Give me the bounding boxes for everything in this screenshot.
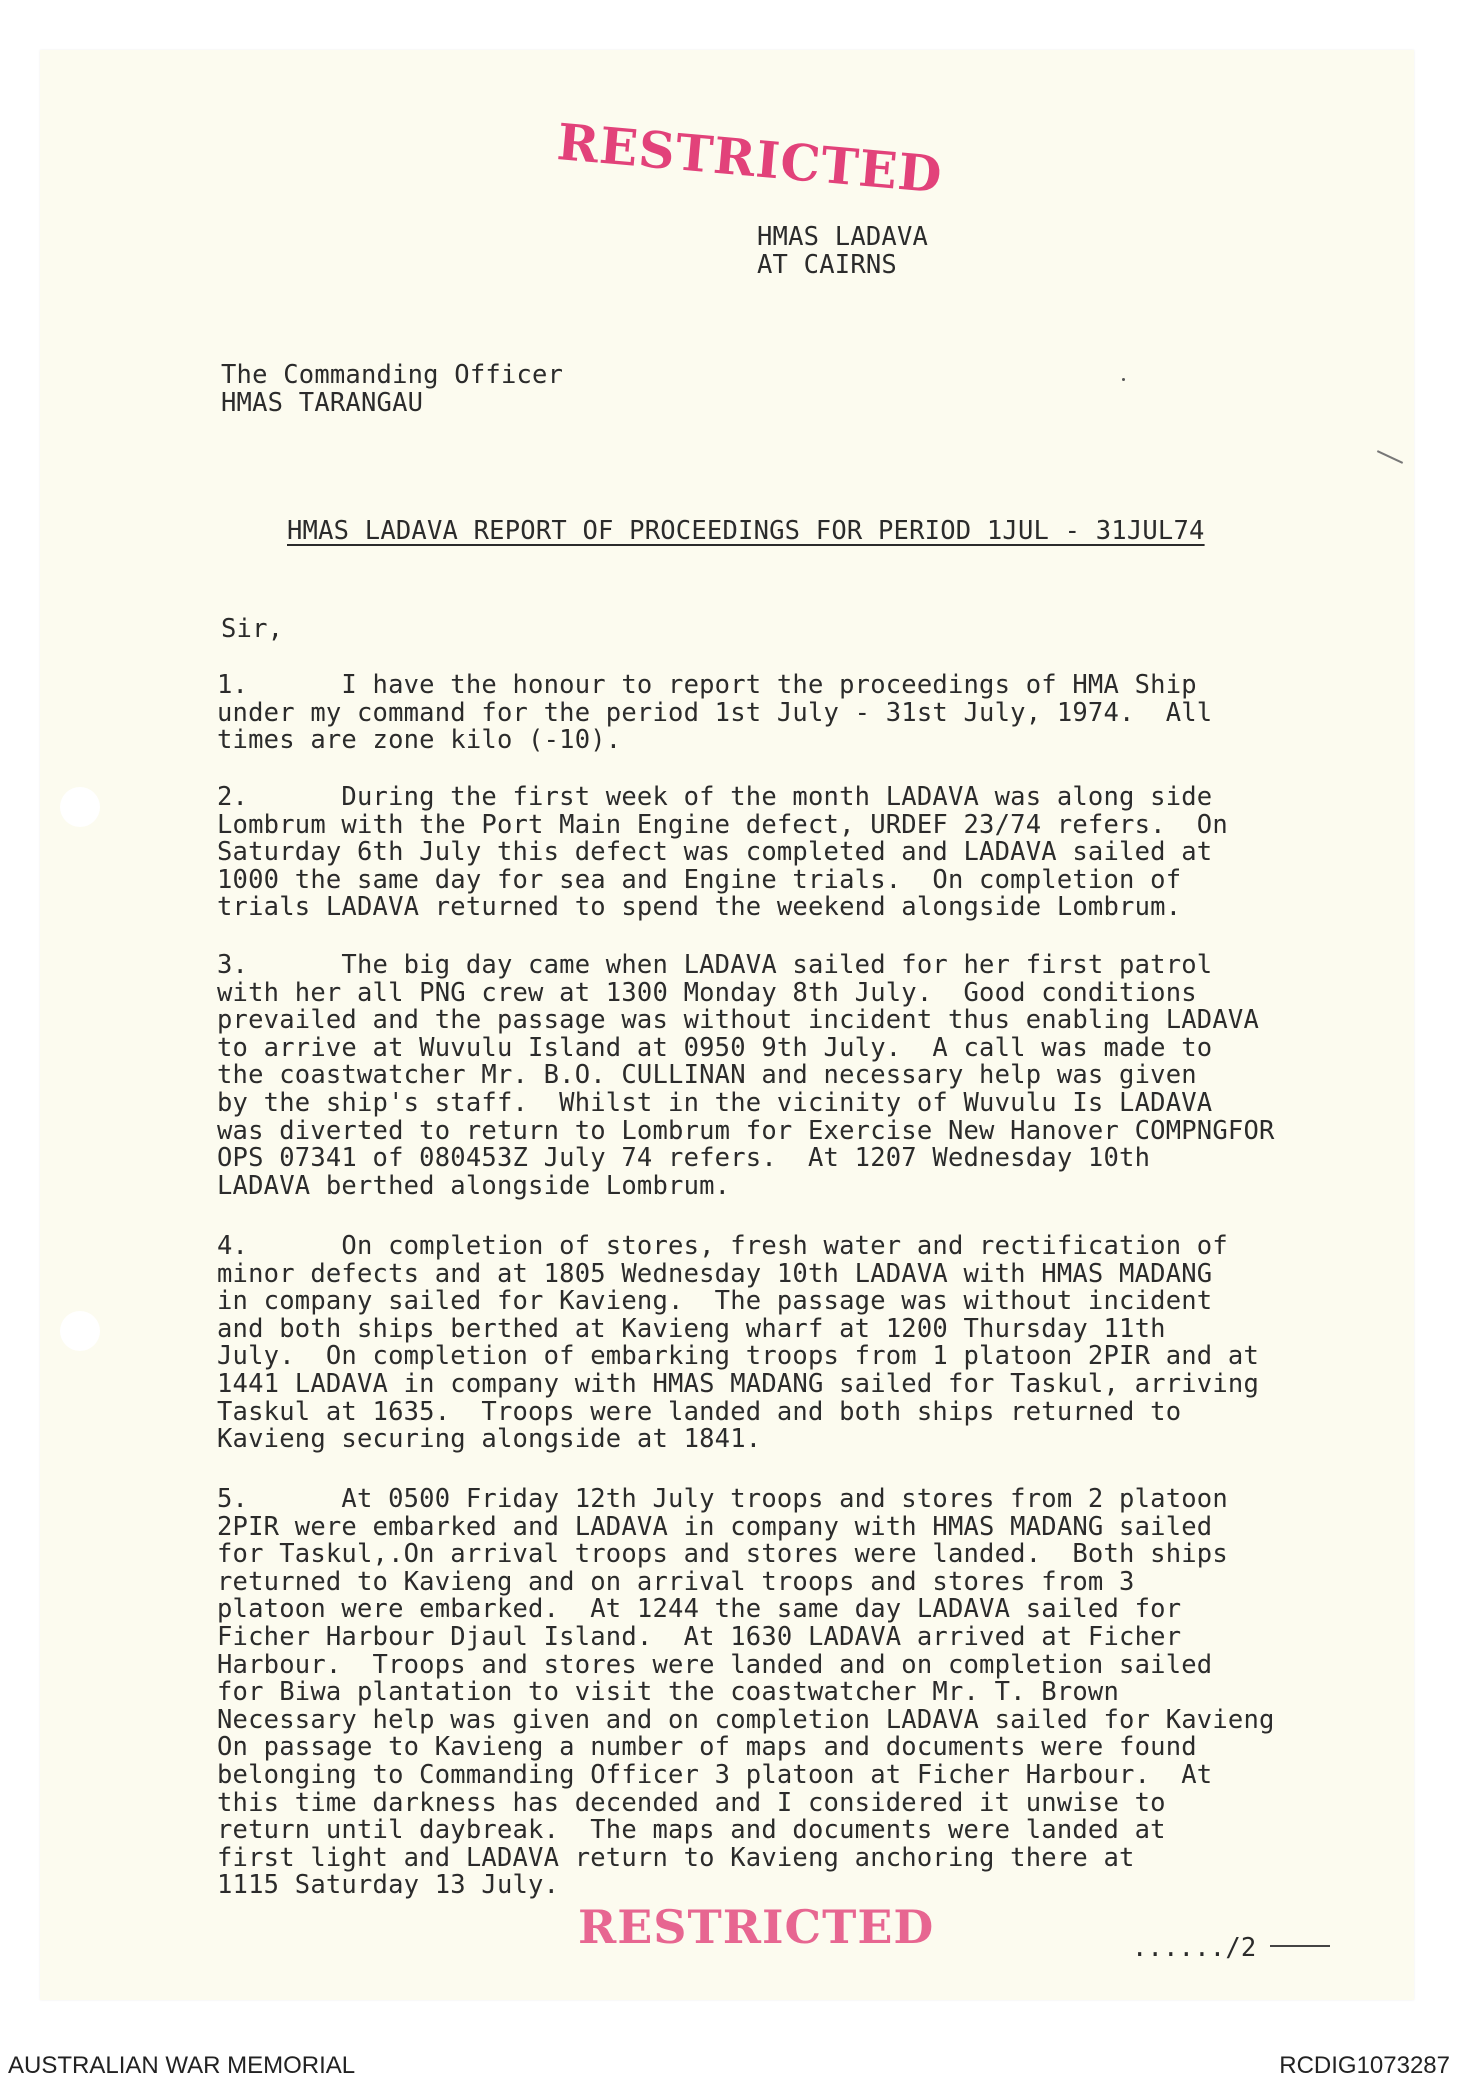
restricted-stamp-top: RESTRICTED — [554, 112, 945, 205]
sender-line-2: AT CAIRNS — [757, 249, 897, 280]
paragraph-5: 5. At 0500 Friday 12th July troops and stores from 2 platoon 2PIR were embarked and LADAVA in company with HMAS MADANG sailed for Taskul,.On arrival troops and stores were landed. Both ships returned to Kavieng and on arrival troops and stores from 3 platoon were embarked. At 1244 the same day LADAVA sailed for Ficher Harbour Djaul Island. At 1630 LADAVA arrived at Ficher Harbour. Troops and stores were landed and on completion sailed for Biwa plantation to visit the coastwatcher Mr. T. Brown Necessary help was given and on completion LADAVA sailed for Kavieng On passage to Kavieng a number of maps and documents were found belonging to Commanding Officer 3 platoon at Ficher Harbour. At this time darkness has decended and I considered it unwise to return until daybreak. The maps and documents were landed at first light and LADAVA return to Kavieng anchoring there at 1115 Saturday 13 July. — [217, 1484, 1275, 1901]
report-title: HMAS LADAVA REPORT OF PROCEEDINGS FOR PERIOD 1JUL - 31JUL74 — [287, 516, 1205, 546]
paragraph-3: 3. The big day came when LADAVA sailed for her first patrol with her all PNG crew at 1300 Monday 8th July. Good conditions prevailed and the passage was without incident thus enabling LADAVA to arrive at Wuvulu Island at 0950 9th July. A call was made to the coastwatcher Mr. B.O. CULLINAN and necessary help was given by the ship's staff. Whilst in the vicinity of Wuvulu Is LADAVA was diverted to return to Lombrum for Exercise New Hanover COMPNGFOR OPS 07341 of 080453Z July 74 refers. At 1207 Wednesday 10th LADAVA berthed alongside Lombrum. — [217, 950, 1275, 1201]
paragraph-2: 2. During the first week of the month LADAVA was along side Lombrum with the Port Main Engine defect, URDEF 23/74 refers. On Saturday 6th July this defect was completed and LADAVA sailed at 1000 the same day for sea and Engine trials. On completion of trials LADAVA returned to spend the weekend alongside Lombrum. — [217, 782, 1228, 923]
punch-hole-top — [60, 787, 100, 827]
sender-line-1: HMAS LADAVA — [757, 222, 929, 252]
page-continuation-marker: ....../2 — [1132, 1933, 1257, 1963]
paragraph-4: 4. On completion of stores, fresh water and rectification of minor defects and at 1805 Wednesday 10th LADAVA with HMAS MADANG in company sailed for Kavieng. The passage was without incident and both ships berthed at Kavieng wharf at 1200 Thursday 11th July. On completion of embarking troops from 1 platoon 2PIR and at 1441 LADAVA in company with HMAS MADANG sailed for Taskul, arriving Taskul at 1635. Troops were landed and both ships returned to Kavieng securing alongside at 1841. — [217, 1231, 1260, 1455]
addressee-line-2: HMAS TARANGAU — [221, 387, 424, 418]
salutation: Sir, — [221, 614, 284, 644]
addressee-line-1: The Commanding Officer — [221, 360, 564, 390]
paragraph-1: 1. I have the honour to report the proceedings of HMA Ship under my command for the period 1st July - 31st July, 1974. All times are zone kilo (-10). — [217, 670, 1213, 756]
addressee-block — [221, 362, 563, 417]
speck — [1122, 378, 1125, 381]
footer-archive-name: AUSTRALIAN WAR MEMORIAL — [8, 2052, 356, 2079]
pen-stroke — [1270, 1945, 1330, 1947]
punch-hole-bottom — [60, 1311, 100, 1351]
footer-record-id: RCDIG1073287 — [1279, 2052, 1450, 2079]
restricted-stamp-bottom: RESTRICTED — [578, 1900, 935, 1954]
sender-address — [757, 224, 928, 279]
